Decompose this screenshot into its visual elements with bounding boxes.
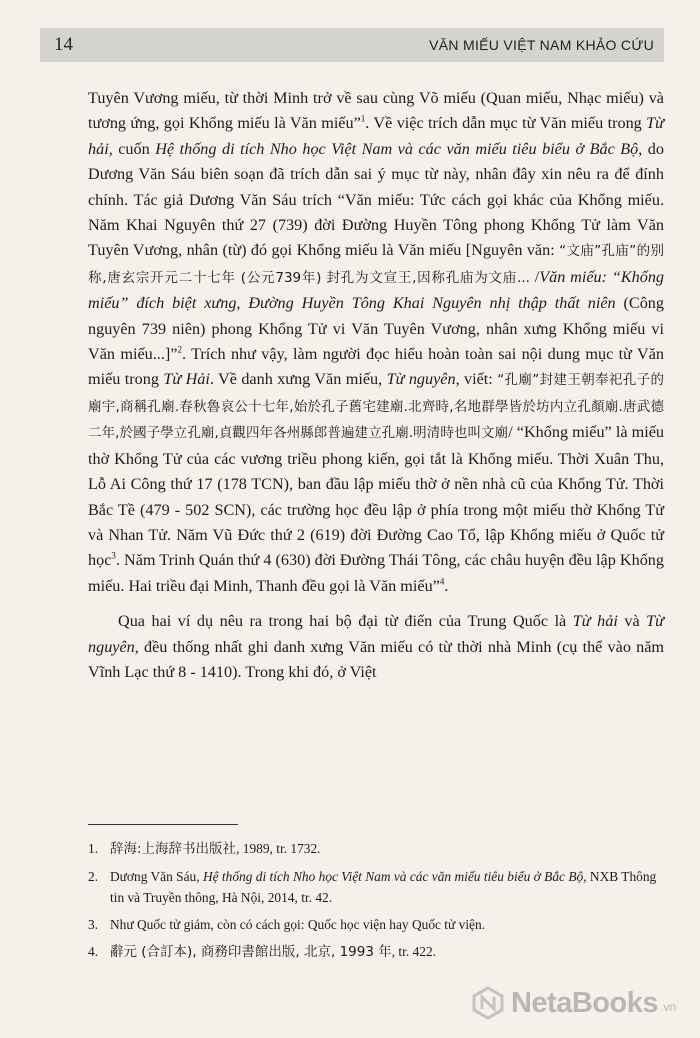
footnote-2: 2. Dương Văn Sáu, Hệ thống di tích Nho học Việt Nam và các văn miếu tiêu biểu ở Bắc Bộ, NXB Thông tin và Truyền thông, Hà Nội, 2014, tr. 42. [88,869,657,905]
chinese-quote-2: “孔廟”封建王朝奉祀孔子的廟宇,商稱孔廟.春秋魯哀公十七年,始於孔子舊宅建廟.北齊時,名地群學皆於坊内立孔顏廟.唐武德二年,於國子學立孔廟,貞觀四年各州縣郎普遍建立孔廟.明清時也叫文廟 [88,372,664,442]
running-title: VĂN MIẾU VIỆT NAM KHẢO CỨU [429,37,654,53]
footnote-ref-2: 2 [177,344,182,355]
footnote-3: 3. Như Quốc tử giám, còn có cách gọi: Quốc học viện hay Quốc tử viện. [88,917,486,932]
netabooks-logo-icon [471,986,505,1020]
footnote-ref-4: 4 [439,576,445,587]
page-number: 14 [54,34,73,55]
watermark-suffix: .vn [659,1000,676,1014]
footnote-ref-1: 1 [360,114,366,125]
page-header [40,28,664,62]
footnote-4: 4. 辭元 (合訂本), 商務印書館出版, 北京, 1993 年, tr. 422. [88,944,436,960]
watermark-brand: NetaBooks [510,986,658,1019]
watermark [471,986,676,1020]
footnote-1: 1. 辞海:上海辞书出版社, 1989, tr. 1732. [88,841,321,857]
paragraph-1: Tuyên Vương miếu, từ thời Minh trở về sau cùng Võ miếu (Quan miếu, Nhạc miếu) và tương ứng, gọi Khổng miếu là Văn miếu”$^1$. Về việc trích dẫn mục từ Văn miếu trong Từ hải, cuốn Hệ thống di tích Nho học Việt Nam và các văn miếu tiêu biểu ở Bắc Bộ, do Dương Văn Sáu biên soạn đã trích dẫn sai ý mục từ này, nhân đây xin nêu ra để đính chính. Tác giả Dương Văn Sáu trích “Văn miếu: Tức cách gọi khác của Khổng miếu. Năm Khai Nguyên thứ 27 (739) đời Đường Huyền Tông phong Khổng Tử làm Văn Tuyên Vương, nhân (từ) đó gọi Khổng miếu là Văn miếu [Nguyên văn: “文庙”孔庙”的别称,唐玄宗开元二十七年 (公元739年) 封孔为文宣王,因称孔庙为文庙... /Văn miếu: “Khổng miếu” đích biệt xưng, Đường Huyền Tông Khai Nguyên nhị thập thất niên (Công nguyên 739 niên) phong Khổng Tử vi Văn Tuyên Vương, nhân xưng Khổng miếu vi Văn miếu...]”$^2$. Trích như vậy, làm người đọc hiểu hoàn toàn sai nội dung mục từ Văn miếu trong Từ Hải. Về danh xưng Văn miếu, Từ nguyên, viết: “孔廟”封建王朝奉祀孔子的廟宇,商稱孔廟.春秋魯哀公十七年,始於孔子舊宅建廟.北齊時,名地群學皆於坊内立孔顏廟.唐武德二年,於國子學立孔廟,貞觀四年各州縣郎普遍建立孔廟.明清時也叫文廟/ “Khổng miếu” là miếu thờ Khổng Tử của các vương triều phong kiến, gọi tắt là Khổng miếu. Thời Xuân Thu, Lỗ Ai Công thứ 17 (178 TCN), ban đầu lập miếu thờ ở nền nhà cũ của Khổng Tử. Thời Bắc Tề (479 - 502 SCN), các trường học đều lập ở phía trong một miếu thờ Khổng Tử và Nhan Tử. Năm Vũ Đức thứ 2 (619) đời Đường Cao Tổ, lập Khổng miếu ở Quốc tử học$^3$. Năm Trinh Quán thứ 4 (630) đời Đường Thái Tông, các châu huyện đều lập Khổng miếu. Hai triều đại Minh, Thanh đều gọi là Văn miếu”$^4$. [88,89,665,595]
footnotes [88,838,664,969]
paragraph-2: Qua hai ví dụ nêu ra trong hai bộ đại từ điển của Trung Quốc là Từ hải và Từ nguyên, đều thống nhất ghi danh xưng Văn miếu có từ thời nhà Minh (cụ thể vào năm Vĩnh Lạc thứ 8 - 1410). Trong khi đó, ở Việt [88,612,664,681]
body-text [88,86,664,685]
chinese-quote-1: “文庙”孔庙”的别称,唐玄宗开元二十七年 (公元739年) 封孔为文宣王,因称孔庙为文庙... [88,243,664,286]
footnote-divider [88,824,238,825]
footnote-ref-3: 3 [111,550,116,561]
